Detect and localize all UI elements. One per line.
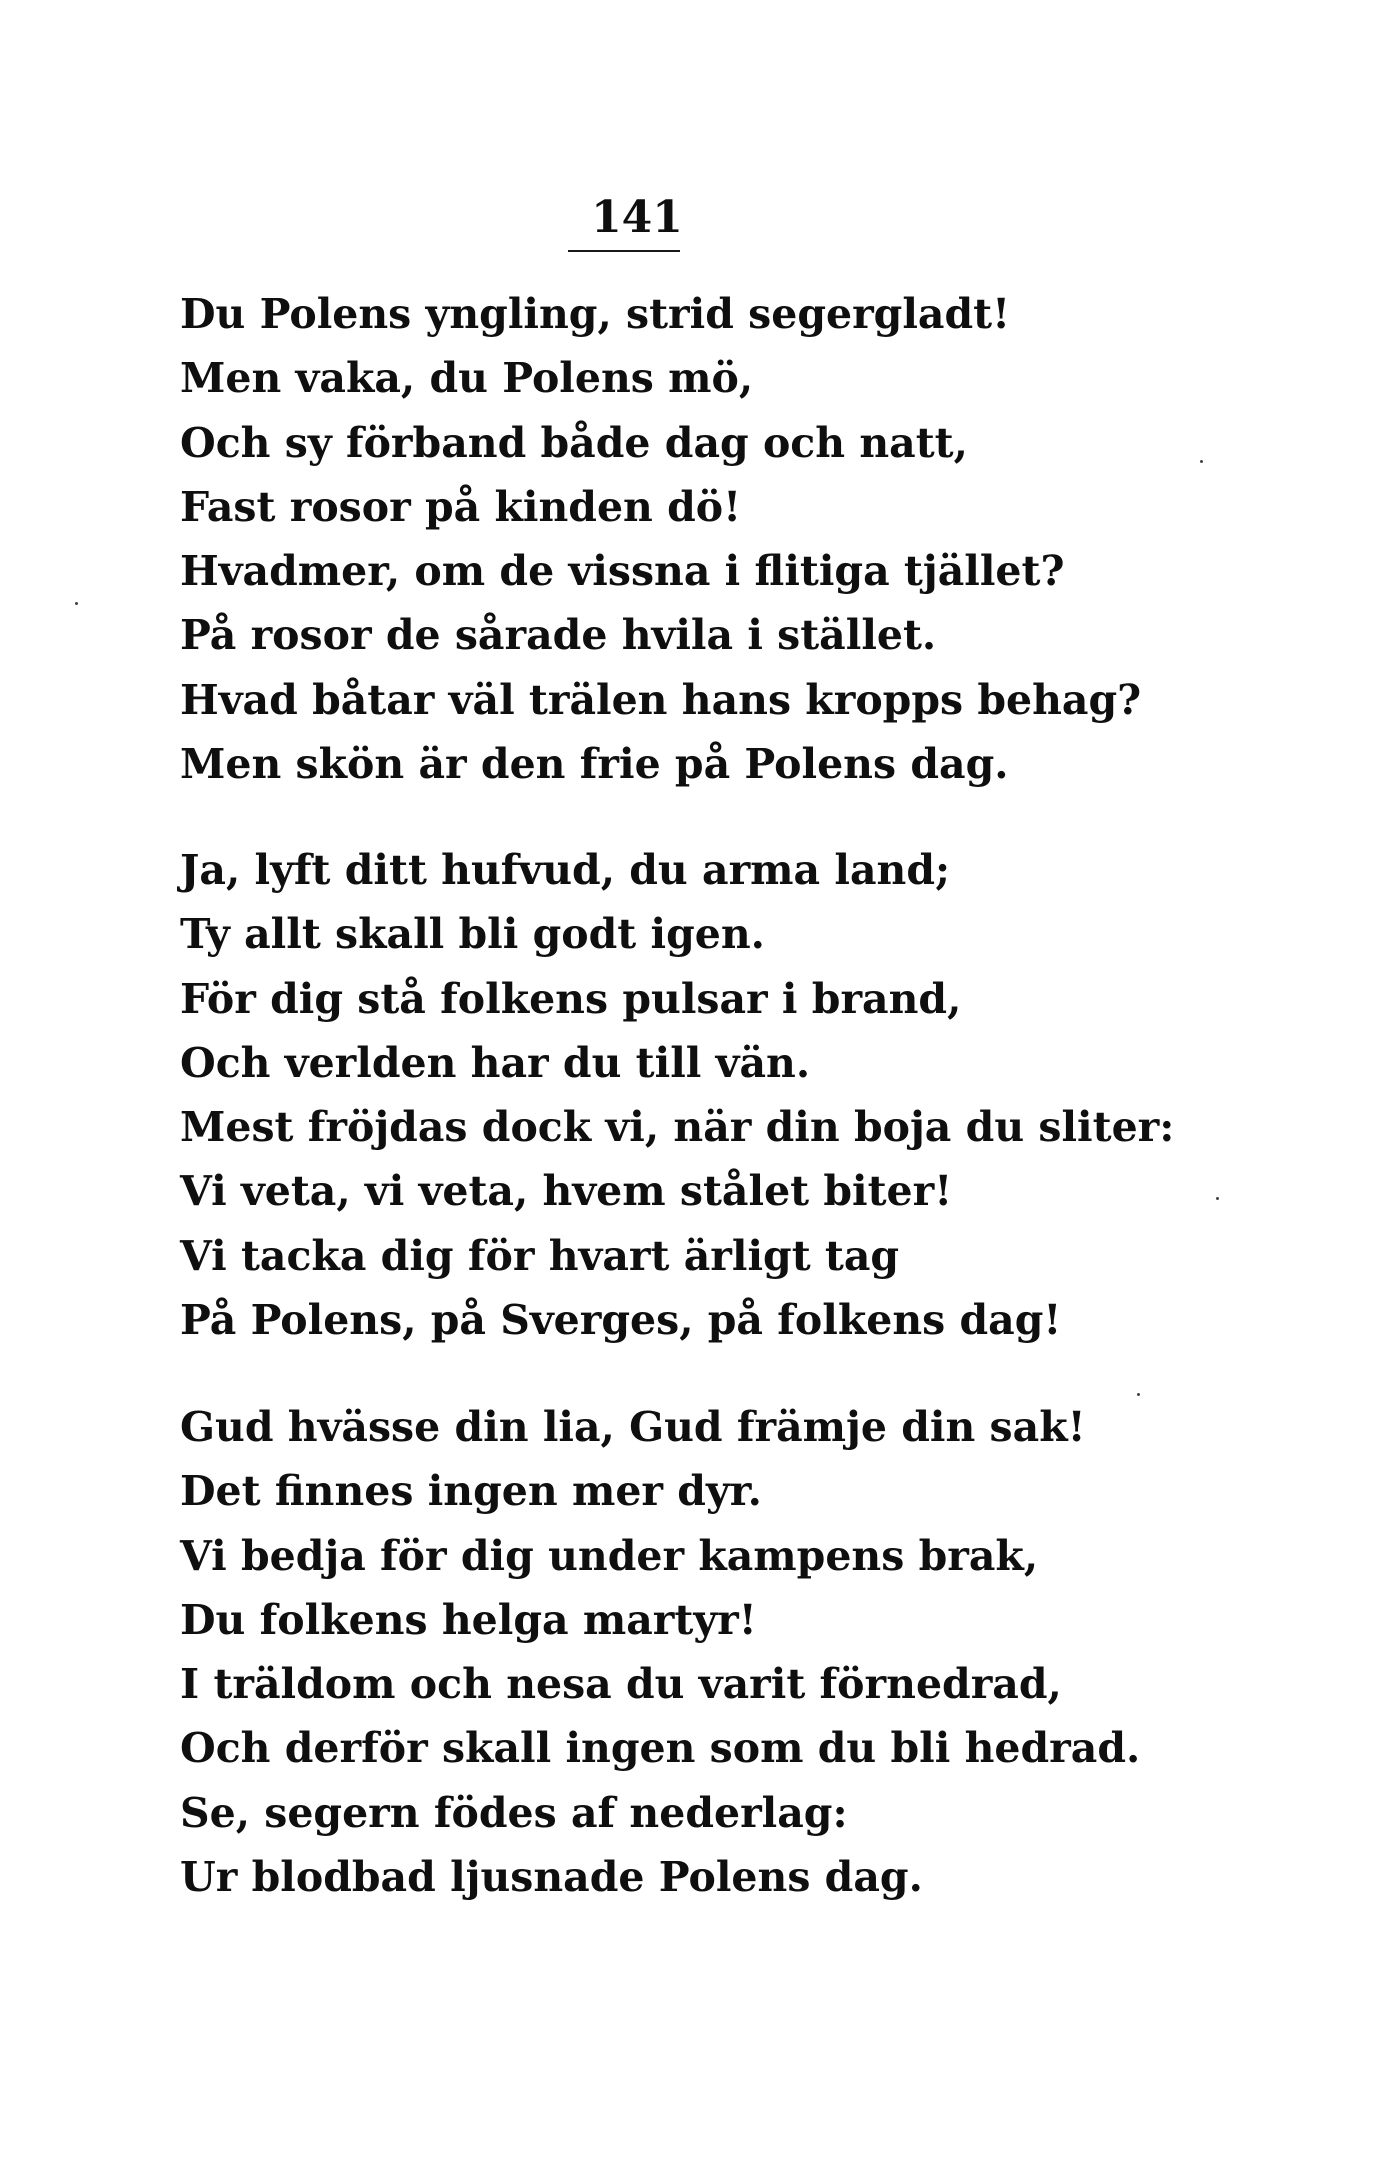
print-speck	[1137, 1393, 1140, 1396]
verse-line: I träldom och nesa du varit förnedrad,	[180, 1660, 1062, 1709]
verse-line: Du Polens yngling, strid segergladt!	[180, 290, 1011, 338]
verse-line: Fast rosor på kinden dö!	[180, 482, 742, 531]
verse-line: Ur blodbad ljusnade Polens dag.	[180, 1853, 923, 1902]
stanza-1	[180, 282, 1141, 796]
verse-line: Hvad båtar väl trälen hans kropps behag?	[180, 675, 1142, 724]
verse-line: Mest fröjdas dock vi, när din boja du sliter:	[180, 1103, 1175, 1152]
verse-line: Det finnes ingen mer dyr.	[180, 1467, 762, 1516]
verse-line: Ja, lyft ditt hufvud, du arma land;	[180, 846, 951, 894]
verse-line: Du folkens helga martyr!	[180, 1595, 757, 1644]
print-speck	[1216, 1197, 1219, 1200]
verse-line: Och derför skall ingen som du bli hedrad.	[180, 1724, 1141, 1773]
verse-line: Men skön är den frie på Polens dag.	[180, 740, 1009, 789]
print-speck	[1200, 460, 1203, 463]
stanza-2	[180, 838, 1174, 1352]
verse-line: På Polens, på Sverges, på folkens dag!	[180, 1296, 1062, 1345]
verse-line: Ty allt skall bli godt igen.	[180, 910, 765, 959]
verse-line: Men vaka, du Polens mö,	[180, 354, 754, 403]
verse-line: Hvadmer, om de vissna i flitiga tjället?	[180, 547, 1065, 596]
verse-line: Och verlden har du till vän.	[180, 1038, 811, 1087]
verse-line: För dig stå folkens pulsar i brand,	[180, 974, 962, 1023]
page-number: 141	[591, 192, 683, 243]
verse-line: Vi tacka dig för hvart ärligt tag	[180, 1231, 900, 1280]
verse-line: Se, segern födes af nederlag:	[180, 1788, 848, 1837]
verse-line: Vi bedja för dig under kampens brak,	[180, 1531, 1039, 1580]
verse-line: Gud hvässe din lia, Gud främje din sak!	[180, 1403, 1086, 1451]
verse-line: På rosor de sårade hvila i stället.	[180, 611, 937, 660]
print-speck	[75, 602, 78, 605]
verse-line: Vi veta, vi veta, hvem stålet biter!	[180, 1167, 953, 1216]
stanza-3	[180, 1395, 1140, 1909]
verse-line: Och sy förband både dag och natt,	[180, 418, 968, 467]
page-number-rule	[568, 250, 680, 252]
